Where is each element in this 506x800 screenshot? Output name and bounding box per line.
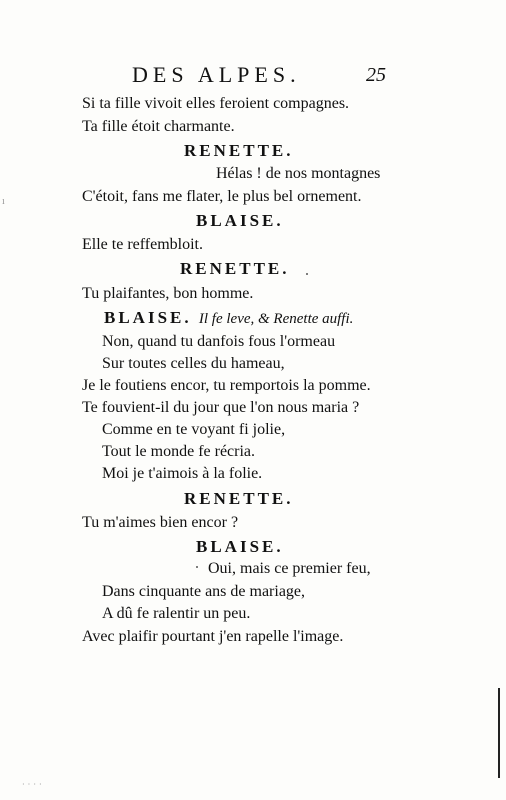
verse-line: Tu m'aimes bien encor ? <box>82 514 239 531</box>
verse-line: Si ta fille vivoit elles feroient compagnes. <box>82 95 350 112</box>
margin-mark: ı <box>2 196 5 207</box>
speaker-name <box>104 308 353 329</box>
verse-line: A dû fe ralentir un peu. <box>102 605 251 622</box>
speaker-name: RENETTE. <box>184 489 294 508</box>
verse-line: Tu plaifantes, bon homme. <box>82 285 254 302</box>
verse-line: Oui, mais ce premier feu, <box>208 560 371 577</box>
verse-line: Ta fille étoit charmante. <box>82 118 235 135</box>
verse-line: Te fouvient-il du jour que l'on nous maria ? <box>82 399 360 416</box>
speaker-name: BLAISE. <box>196 537 284 556</box>
speaker-label: BLAISE. <box>104 308 192 327</box>
stray-dot <box>306 273 308 275</box>
verse-line: Avec plaifir pourtant j'en rapelle l'image. <box>82 628 344 645</box>
speaker-name: RENETTE. <box>180 259 290 278</box>
verse-line: Elle te reffembloit. <box>82 236 203 253</box>
verse-line: Comme en te voyant fi jolie, <box>102 421 286 438</box>
speaker-name: BLAISE. <box>196 211 284 230</box>
page-number: 25 <box>366 64 386 86</box>
verse-line: Je le foutiens encor, tu remportois la pomme. <box>82 377 371 394</box>
verse-line: Hélas ! de nos montagnes <box>216 165 381 182</box>
running-head: DES ALPES. <box>132 62 301 87</box>
page-header <box>0 62 506 92</box>
stage-direction: Il fe leve, & Renette auffi. <box>198 311 354 327</box>
verse-line: Moi je t'aimois à la folie. <box>102 465 263 482</box>
verse-line: Tout le monde fe récria. <box>102 443 256 460</box>
verse-line: C'étoit, fans me flater, le plus bel ornement. <box>82 188 362 205</box>
verse-line: Dans cinquante ans de mariage, <box>102 583 306 600</box>
verse-line: Non, quand tu danfois fous l'ormeau <box>102 333 336 350</box>
verse-line: Sur toutes celles du hameau, <box>102 355 285 372</box>
speaker-name: RENETTE. <box>184 141 294 160</box>
bottom-specks: ···· <box>22 780 45 789</box>
gutter-shadow-line <box>498 688 500 778</box>
stray-dot <box>196 566 198 568</box>
